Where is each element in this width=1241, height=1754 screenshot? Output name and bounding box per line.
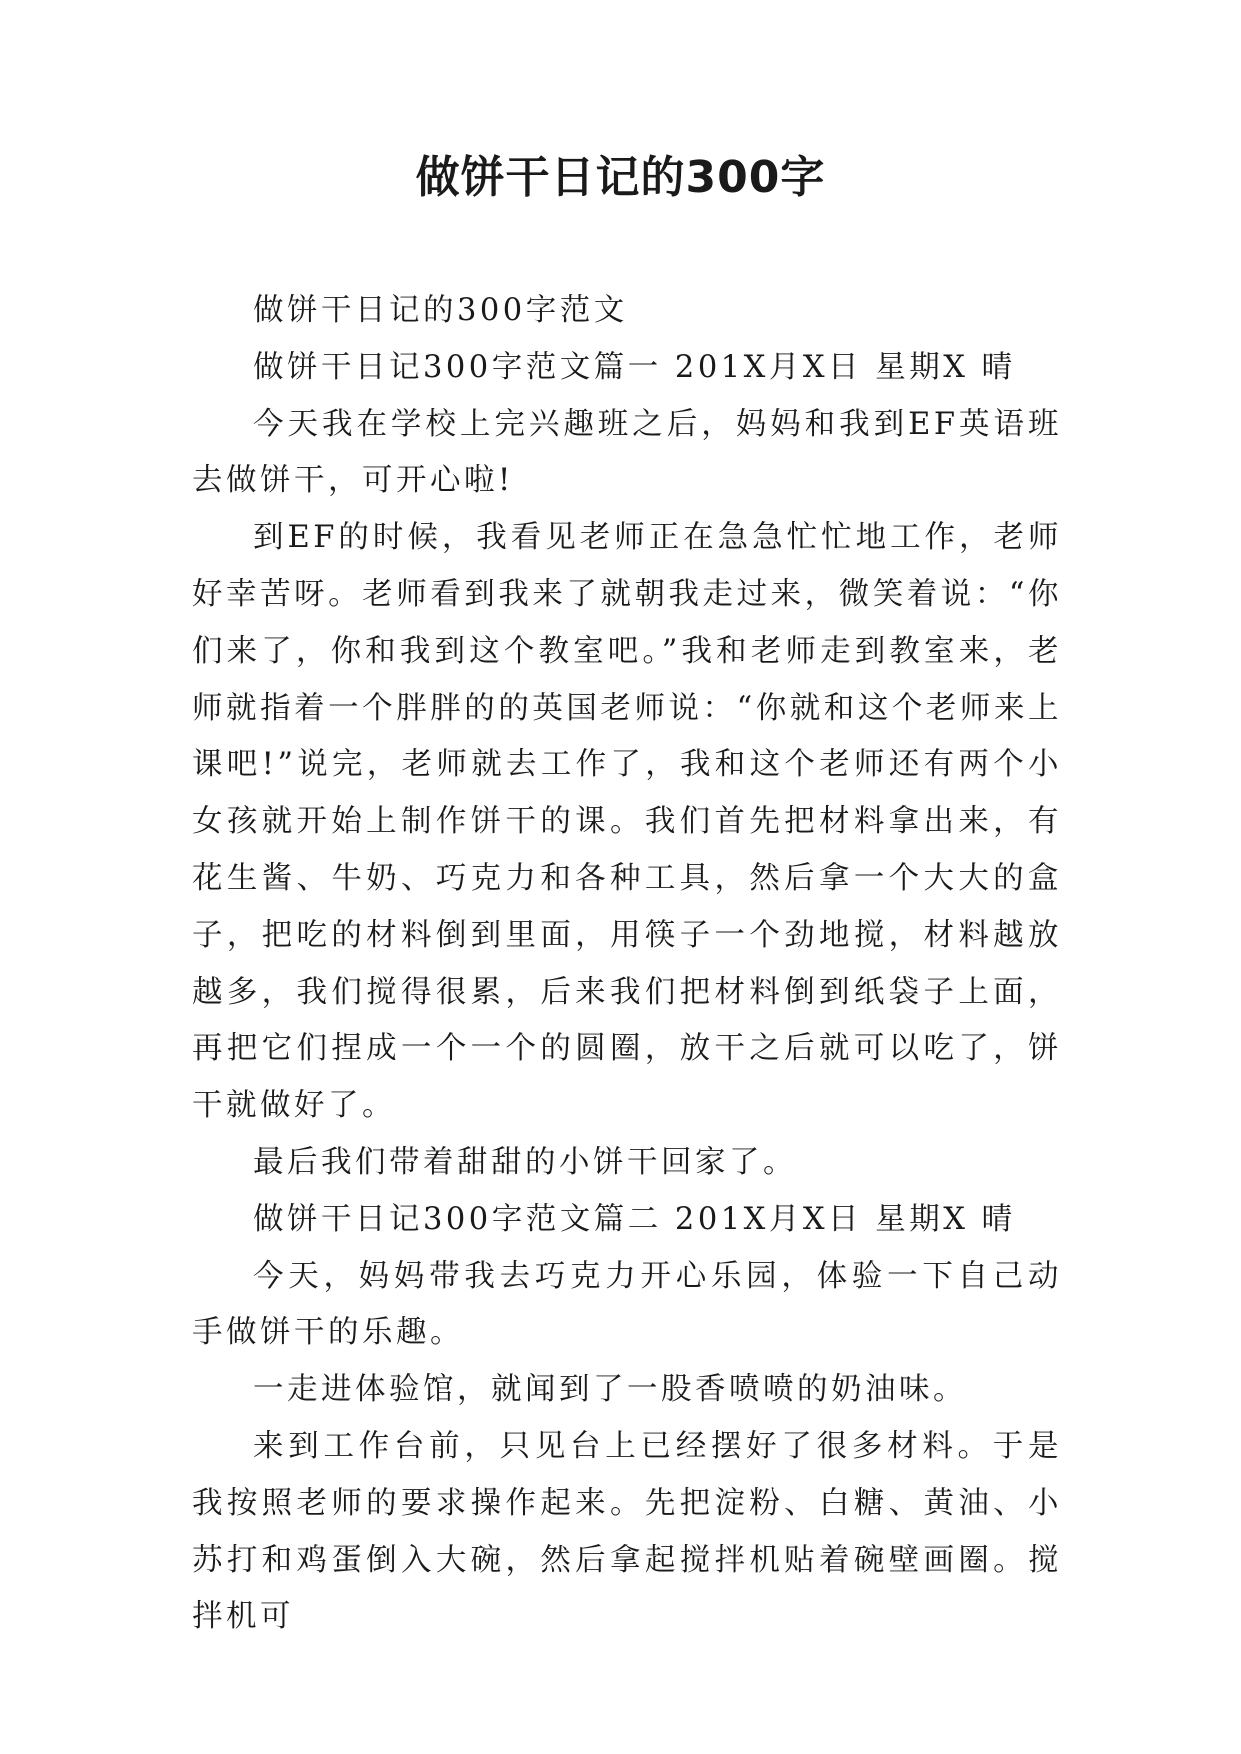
paragraph-heading: 做饼干日记的300字范文 bbox=[253, 293, 628, 328]
document-title: 做饼干日记的300字 bbox=[415, 152, 826, 203]
document-body bbox=[192, 283, 1062, 1646]
paragraph: 最后我们带着甜甜的小饼干回家了。 bbox=[253, 1144, 797, 1180]
paragraph: 到EF的时候，我看见老师正在急急忙忙地工作，老师好幸苦呀。老师看到我来了就朝我走过来，微笑着说：“你们来了，你和我到这个教室吧。”我和老师走到教室来，老师就指着一个胖胖的的英国老师说：“你就和这个老师来上课吧!”说完，老师就去工作了，我和这个老师还有两个小女孩就开始上制作饼干的课。我们首先把材料拿出来，有花生酱、牛奶、巧克力和各种工具，然后拿一个大大的盒子，把吃的材料倒到里面，用筷子一个劲地搅，材料越放越多，我们搅得很累，后来我们把材料倒到纸袋子上面，再把它们捏成一个一个的圆圈，放干之后就可以吃了，饼干就做好了。 bbox=[192, 520, 1062, 1124]
paragraph: 来到工作台前，只见台上已经摆好了很多材料。于是我按照老师的要求操作起来。先把淀粉、白糖、黄油、小苏打和鸡蛋倒入大碗，然后拿起搅拌机贴着碗壁画圈。搅拌机可 bbox=[192, 1428, 1062, 1635]
paragraph: 一走进体验馆，就闻到了一股香喷喷的奶油味。 bbox=[253, 1372, 967, 1408]
paragraph-entry-one-header: 做饼干日记300字范文篇一 201X月X日 星期X 晴 bbox=[253, 349, 1016, 385]
paragraph: 今天，妈妈带我去巧克力开心乐园，体验一下自己动手做饼干的乐趣。 bbox=[192, 1258, 1062, 1351]
paragraph: 今天我在学校上完兴趣班之后，妈妈和我到EF英语班去做饼干，可开心啦! bbox=[192, 406, 1062, 499]
paragraph-entry-two-header: 做饼干日记300字范文篇二 201X月X日 星期X 晴 bbox=[253, 1201, 1016, 1237]
